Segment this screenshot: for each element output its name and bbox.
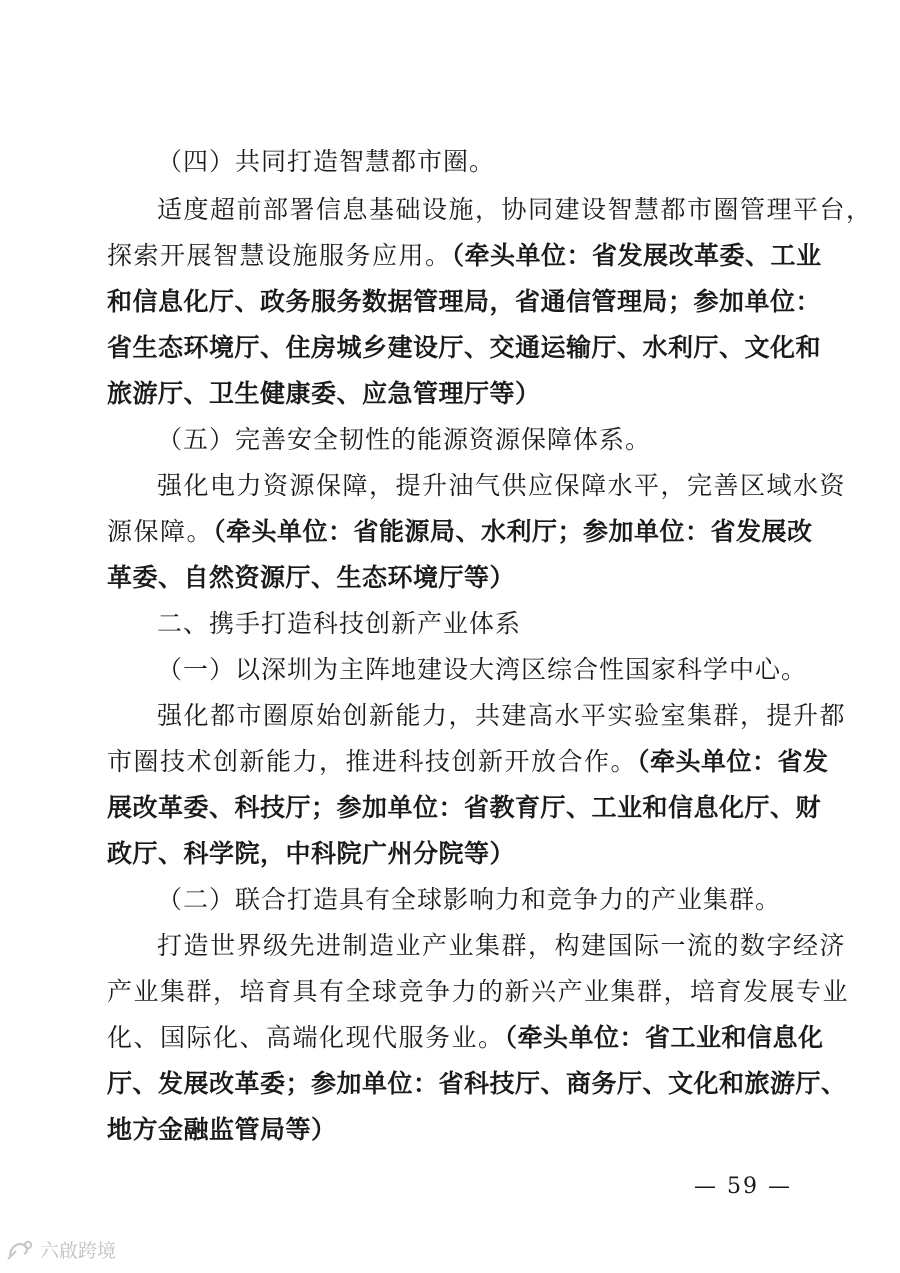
paragraph-line: 产业集群，培育具有全球竞争力的新兴产业集群，培育发展专业 [107,977,850,1006]
responsible-units-text: （牵头单位：省工业和信息化 [504,1023,824,1052]
paragraph-line [107,745,829,779]
section-heading-5: （五）完善安全韧性的能源资源保障体系。 [157,425,652,454]
paragraph-line [107,1021,824,1055]
chapter-heading: 二、携手打造科技创新产业体系 [157,609,522,638]
responsible-units-line: 政厅、科学院，中科院广州分院等） [107,839,516,868]
responsible-units-line: 厅、发展改革委；参加单位：省科技厅、商务厅、文化和旅游厅、 [107,1069,847,1098]
responsible-units-line: 地方金融监管局等） [107,1115,337,1144]
watermark-text: 六啟跨境 [40,1240,117,1262]
responsible-units-line: 展改革委、科技厅；参加单位：省教育厅、工业和信息化厅、财 [107,793,822,822]
paragraph-line [107,239,822,273]
paragraph-line: 适度超前部署信息基础设施，协同建设智慧都市圈管理平台， [157,195,873,224]
section-heading-2: （二）联合打造具有全球影响力和竞争力的产业集群。 [157,885,782,914]
watermark-logo-icon [6,1239,36,1261]
paragraph-text: 探索开展智慧设施服务应用。 [107,241,452,270]
section-heading-1: （一）以深圳为主阵地建设大湾区综合性国家科学中心。 [157,655,808,684]
responsible-units-line: 革委、自然资源厅、生态环境厅等） [107,563,516,592]
responsible-units-line: 和信息化厅、政务服务数据管理局，省通信管理局；参加单位： [107,287,822,316]
responsible-units-line: 旅游厅、卫生健康委、应急管理厅等） [107,379,541,408]
watermark [6,1236,116,1263]
section-heading-4: （四）共同打造智慧都市圈。 [157,147,496,176]
responsible-units-line: 省生态环境厅、住房城乡建设厅、交通运输厅、水利厅、文化和 [107,333,822,362]
paragraph-line: 打造世界级先进制造业产业集群，构建国际一流的数字经济 [157,931,847,960]
page-number: — 59 — [694,1174,792,1199]
responsible-units-text: （牵头单位：省发 [637,747,829,776]
paragraph-text: 市圈技术创新能力，推进科技创新开放合作。 [107,747,638,776]
paragraph-line [107,515,813,549]
responsible-units-text: （牵头单位：省发展改革委、工业 [451,241,822,270]
responsible-units-text: （牵头单位：省能源局、水利厅；参加单位：省发展改 [213,517,813,546]
paragraph-text: 源保障。 [107,517,214,546]
paragraph-text: 化、国际化、高端化现代服务业。 [107,1023,505,1052]
paragraph-line: 强化电力资源保障，提升油气供应保障水平，完善区域水资 [157,471,847,500]
paragraph-line: 强化都市圈原始创新能力，共建高水平实验室集群，提升都 [157,701,847,730]
